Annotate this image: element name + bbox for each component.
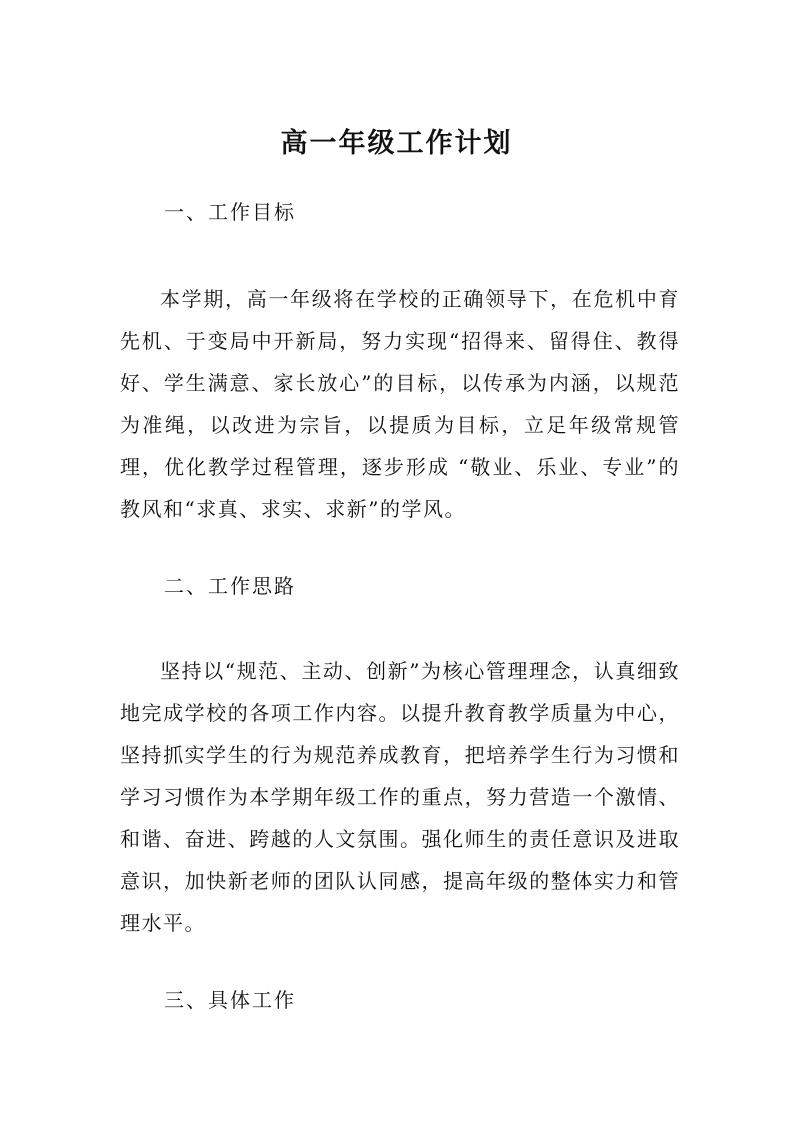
section-paragraph-goals: 本学期，高一年级将在学校的正确领导下，在危机中育先机、于变局中开新局，努力实现“招得来、留得住、教得好、学生满意、家长放心”的目标，以传承为内涵，以规范为准绳，以改进为宗旨，以提质为目标，立足年级常规管理，优化教学过程管理，逐步形成 “敬业、乐业、专业”的教风和“求真、求实、求新”的学风。 — [120, 287, 680, 521]
section-heading-specific-work: 三、具体工作 — [164, 988, 296, 1012]
section-paragraph-approach: 坚持以“规范、主动、创新”为核心管理理念，认真细致地完成学校的各项工作内容。以提升教育教学质量为中心，坚持抓实学生的行为规范养成教育，把培养学生行为习惯和学习习惯作为本学期年级工作的重点，努力营造一个激情、和谐、奋进、跨越的人文氛围。强化师生的责任意识及进取意识，加快新老师的团队认同感，提高年级的整体实力和管理水平。 — [120, 659, 680, 935]
section-heading-goals: 一、工作目标 — [164, 200, 296, 224]
section-heading-approach: 二、工作思路 — [164, 574, 296, 598]
document-title: 高一年级工作计划 — [280, 128, 513, 159]
